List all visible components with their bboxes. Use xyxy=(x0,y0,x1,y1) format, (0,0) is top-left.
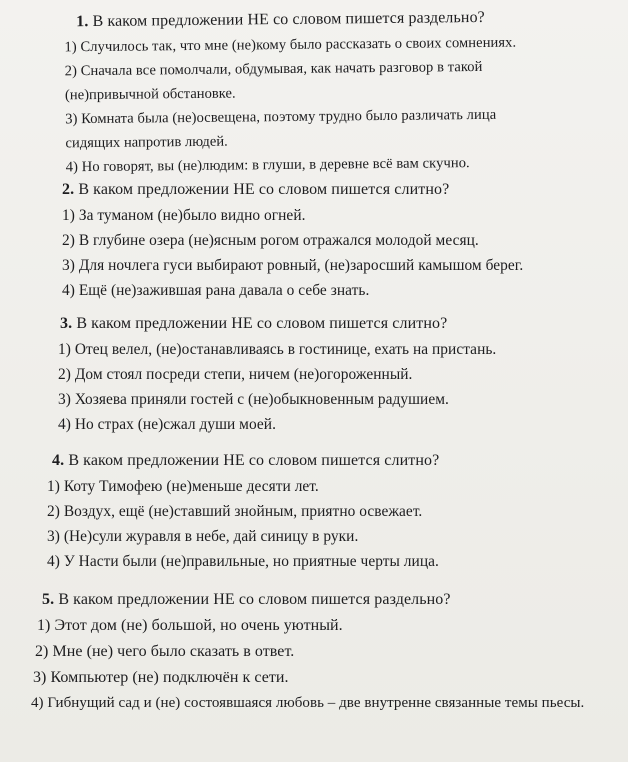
question-prompt: В каком предложении НЕ со словом пишется раздельно? xyxy=(92,8,485,31)
question-number: 5. xyxy=(42,591,55,608)
question-prompt: В каком предложении НЕ со словом пишется слитно? xyxy=(76,315,448,332)
option-1: 1) Этот дом (не) большой, но очень уютный. xyxy=(37,617,343,634)
question-prompt: В каком предложении НЕ со словом пишется слитно? xyxy=(68,452,440,469)
question-number: 2. xyxy=(62,181,75,198)
question-prompt: В каком предложении НЕ со словом пишется слитно? xyxy=(78,181,450,198)
option-2: 2) Дом стоял посреди степи, ничем (не)огороженный. xyxy=(58,366,413,383)
option-2: 2) Сначала все помолчали, обдумывая, как начать разговор в такой xyxy=(64,58,483,80)
option-4: 4) Но страх (не)сжал души моей. xyxy=(58,416,276,433)
option-2: 2) Мне (не) чего было сказать в ответ. xyxy=(35,643,295,660)
option-1: 1) За туманом (не)было видно огней. xyxy=(62,207,306,224)
option-1: 1) Случилось так, что мне (не)кому было рассказать о своих сомнениях. xyxy=(64,34,517,56)
question-title xyxy=(76,9,485,31)
option-2: 2) В глубине озера (не)ясным рогом отражался молодой месяц. xyxy=(62,232,479,249)
question-title xyxy=(52,452,439,470)
question-number: 3. xyxy=(60,315,73,332)
option-3: 3) Для ночлега гуси выбирают ровный, (не)заросший камышом берег. xyxy=(62,257,524,274)
option-3: 3) Компьютер (не) подключён к сети. xyxy=(33,669,289,686)
option-1: 1) Коту Тимофею (не)меньше десяти лет. xyxy=(47,478,319,495)
option-3: 3) Комната была (не)освещена, поэтому трудно было различать лица xyxy=(65,106,497,128)
option-2-continuation: (не)привычной обстановке. xyxy=(64,85,236,104)
question-title xyxy=(60,315,447,333)
question-number: 4. xyxy=(52,452,65,469)
question-prompt: В каком предложении НЕ со словом пишется раздельно? xyxy=(58,591,451,608)
option-4: 4) У Насти были (не)правильные, но приятные черты лица. xyxy=(47,553,439,570)
option-3: 3) (Не)сули журавля в небе, дай синицу в руки. xyxy=(47,528,359,545)
option-3-continuation: сидящих напротив людей. xyxy=(65,133,228,152)
option-1: 1) Отец велел, (не)останавливаясь в гостинице, ехать на пристань. xyxy=(58,341,497,358)
option-4: 4) Но говорят, вы (не)людим: в глуши, в деревне всё вам скучно. xyxy=(65,155,470,176)
option-4: 4) Гибнущий сад и (не) состоявшаяся любовь – две внутренне связанные темы пьесы. xyxy=(31,695,585,711)
question-title xyxy=(42,591,451,609)
option-3: 3) Хозяева приняли гостей с (не)обыкновенным радушием. xyxy=(58,391,449,408)
option-2: 2) Воздух, ещё (не)ставший знойным, приятно освежает. xyxy=(47,503,423,520)
question-number: 1. xyxy=(76,13,89,31)
question-title xyxy=(62,181,449,199)
option-4: 4) Ещё (не)зажившая рана давала о себе знать. xyxy=(62,282,370,299)
